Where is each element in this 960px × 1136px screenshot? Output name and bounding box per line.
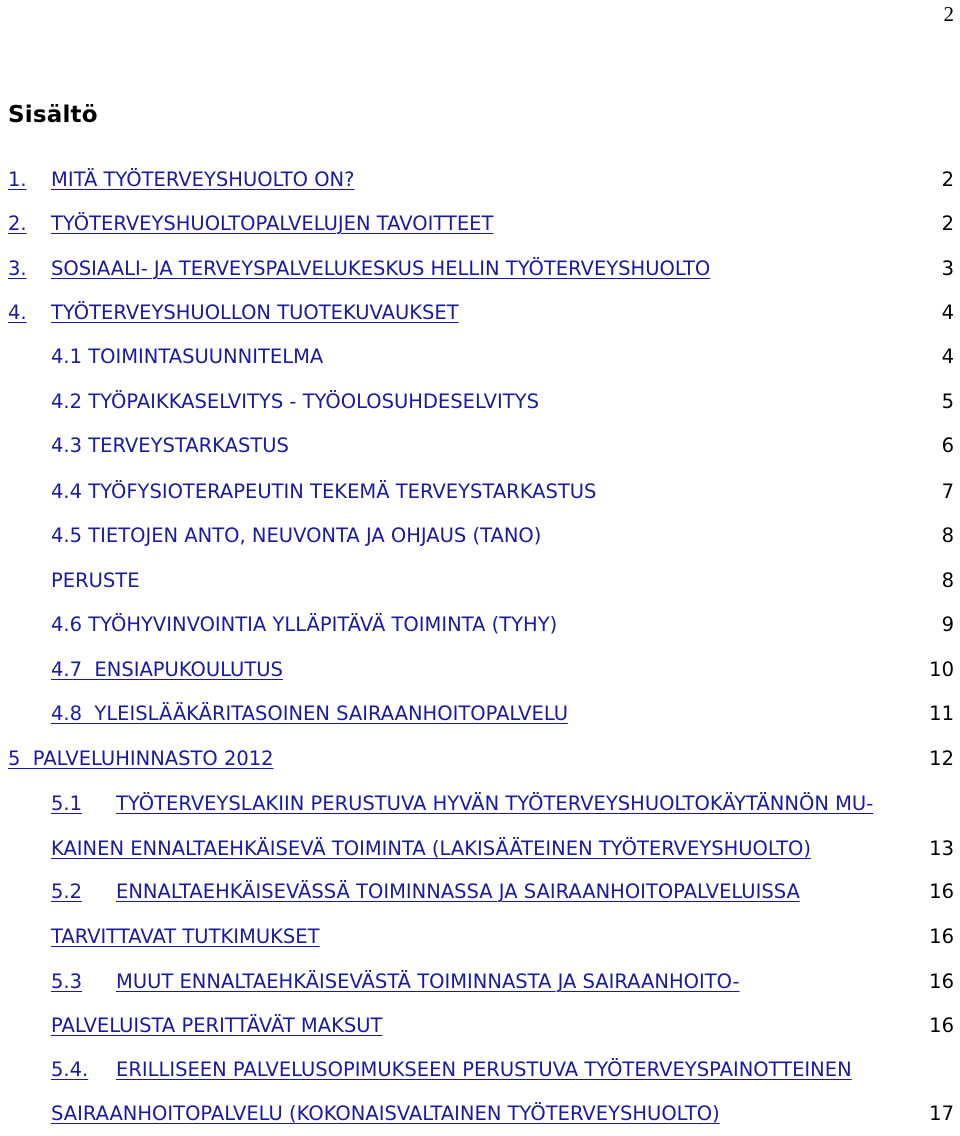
- toc-entry-title[interactable]: KAINEN ENNALTAEHKÄISEVÄ TOIMINTA (LAKISÄÄTEINEN TYÖTERVEYSHUOLTO): [51, 837, 811, 860]
- toc-entry-5-1-line2[interactable]: [0, 827, 960, 871]
- toc-entry-page: 5: [941, 390, 954, 413]
- toc-entry-4-8[interactable]: [0, 692, 960, 736]
- toc-entry-number[interactable]: 4.: [8, 301, 27, 324]
- toc-entry-page: 11: [929, 702, 954, 725]
- toc-entry-page: 4: [941, 345, 954, 368]
- toc-entry-5-4-line1[interactable]: [0, 1048, 960, 1092]
- toc-entry-3[interactable]: [0, 247, 960, 291]
- toc-entry-title[interactable]: 4.8 YLEISLÄÄKÄRITASOINEN SAIRAANHOITOPALVELU: [51, 702, 568, 725]
- toc-entry-number[interactable]: 2.: [8, 212, 27, 235]
- toc-entry-page: 17: [929, 1102, 954, 1125]
- toc-entry-title[interactable]: TYÖTERVEYSLAKIIN PERUSTUVA HYVÄN TYÖTERVEYSHUOLTOKÄYTÄNNÖN MU-: [116, 792, 874, 815]
- toc-entry-5-3-line1[interactable]: [0, 960, 960, 1004]
- toc-entry-title[interactable]: 4.1 TOIMINTASUUNNITELMA: [51, 345, 324, 368]
- toc-entry-title[interactable]: 4.7 ENSIAPUKOULUTUS: [51, 658, 283, 681]
- toc-entry-title[interactable]: MITÄ TYÖTERVEYSHUOLTO ON?: [51, 168, 355, 191]
- toc-entry-5-2-line1[interactable]: [0, 870, 960, 914]
- toc-entry-5-2-line2[interactable]: [0, 915, 960, 959]
- toc-entry-title[interactable]: TYÖTERVEYSHUOLLON TUOTEKUVAUKSET: [51, 301, 459, 324]
- toc-entry-page: 12: [929, 747, 954, 770]
- toc-entry-4[interactable]: [0, 291, 960, 335]
- toc-entry-4-5[interactable]: [0, 514, 960, 558]
- toc-entry-4-6[interactable]: [0, 603, 960, 647]
- toc-entry-page: 2: [941, 212, 954, 235]
- toc-entry-peruste[interactable]: [0, 559, 960, 603]
- toc-entry-page: 16: [929, 1014, 954, 1037]
- toc-entry-title[interactable]: SOSIAALI- JA TERVEYSPALVELUKESKUS HELLIN TYÖTERVEYSHUOLTO: [51, 257, 711, 280]
- toc-entry-4-4[interactable]: [0, 470, 960, 514]
- toc-entry-page: 16: [929, 970, 954, 993]
- toc-entry-page: 16: [929, 925, 954, 948]
- toc-entry-5-1-line1[interactable]: [0, 782, 960, 826]
- toc-entry-number[interactable]: 1.: [8, 168, 27, 191]
- toc-entry-5[interactable]: [0, 737, 960, 781]
- toc-entry-title[interactable]: SAIRAANHOITOPALVELU (KOKONAISVALTAINEN TYÖTERVEYSHUOLTO): [51, 1102, 720, 1125]
- toc-entry-number[interactable]: 3.: [8, 257, 27, 280]
- toc-entry-title[interactable]: 4.6 TYÖHYVINVOINTIA YLLÄPITÄVÄ TOIMINTA (TYHY): [51, 613, 558, 636]
- toc-entry-page: 2: [941, 168, 954, 191]
- toc-entry-1[interactable]: [0, 158, 960, 202]
- toc-entry-page: 3: [941, 257, 954, 280]
- toc-entry-5-4-line2[interactable]: [0, 1092, 960, 1136]
- toc-entry-4-7[interactable]: [0, 648, 960, 692]
- toc-entry-page: 6: [941, 434, 954, 457]
- toc-entry-title[interactable]: 5 PALVELUHINNASTO 2012: [8, 747, 274, 770]
- toc-entry-number[interactable]: 5.3: [51, 970, 83, 993]
- toc-entry-page: 13: [929, 837, 954, 860]
- toc-entry-title[interactable]: 4.3 TERVEYSTARKASTUS: [51, 434, 289, 457]
- page-number: 2: [943, 2, 954, 26]
- toc-entry-page: 7: [941, 480, 954, 503]
- toc-entry-number[interactable]: 5.1: [51, 792, 83, 815]
- toc-entry-4-2[interactable]: [0, 380, 960, 424]
- toc-entry-page: 10: [929, 658, 954, 681]
- toc-entry-page: 8: [941, 524, 954, 547]
- toc-entry-title[interactable]: TARVITTAVAT TUTKIMUKSET: [51, 925, 320, 948]
- toc-entry-title[interactable]: 4.2 TYÖPAIKKASELVITYS - TYÖOLOSUHDESELVITYS: [51, 390, 539, 413]
- toc-entry-page: 8: [941, 569, 954, 592]
- toc-entry-number[interactable]: 5.4.: [51, 1058, 89, 1081]
- toc-entry-title[interactable]: ENNALTAEHKÄISEVÄSSÄ TOIMINNASSA JA SAIRAANHOITOPALVELUISSA: [116, 880, 800, 903]
- toc-entry-title[interactable]: 4.4 TYÖFYSIOTERAPEUTIN TEKEMÄ TERVEYSTARKASTUS: [51, 480, 597, 503]
- toc-entry-title[interactable]: TYÖTERVEYSHUOLTOPALVELUJEN TAVOITTEET: [51, 212, 494, 235]
- toc-entry-page: 9: [941, 613, 954, 636]
- toc-entry-4-1[interactable]: [0, 335, 960, 379]
- toc-entry-number[interactable]: 5.2: [51, 880, 83, 903]
- toc-entry-page: 16: [929, 880, 954, 903]
- toc-heading: Sisältö: [8, 102, 98, 128]
- toc-entry-title[interactable]: ERILLISEEN PALVELUSOPIMUKSEEN PERUSTUVA TYÖTERVEYSPAINOTTEINEN: [116, 1058, 852, 1081]
- toc-entry-title[interactable]: MUUT ENNALTAEHKÄISEVÄSTÄ TOIMINNASTA JA SAIRAANHOITO-: [116, 970, 740, 993]
- toc-entry-page: 4: [941, 301, 954, 324]
- toc-entry-title[interactable]: 4.5 TIETOJEN ANTO, NEUVONTA JA OHJAUS (TANO): [51, 524, 542, 547]
- toc-entry-5-3-line2[interactable]: [0, 1004, 960, 1048]
- toc-entry-2[interactable]: [0, 202, 960, 246]
- toc-entry-title[interactable]: PALVELUISTA PERITTÄVÄT MAKSUT: [51, 1014, 383, 1037]
- toc-entry-title[interactable]: PERUSTE: [51, 569, 140, 592]
- toc-entry-4-3[interactable]: [0, 424, 960, 468]
